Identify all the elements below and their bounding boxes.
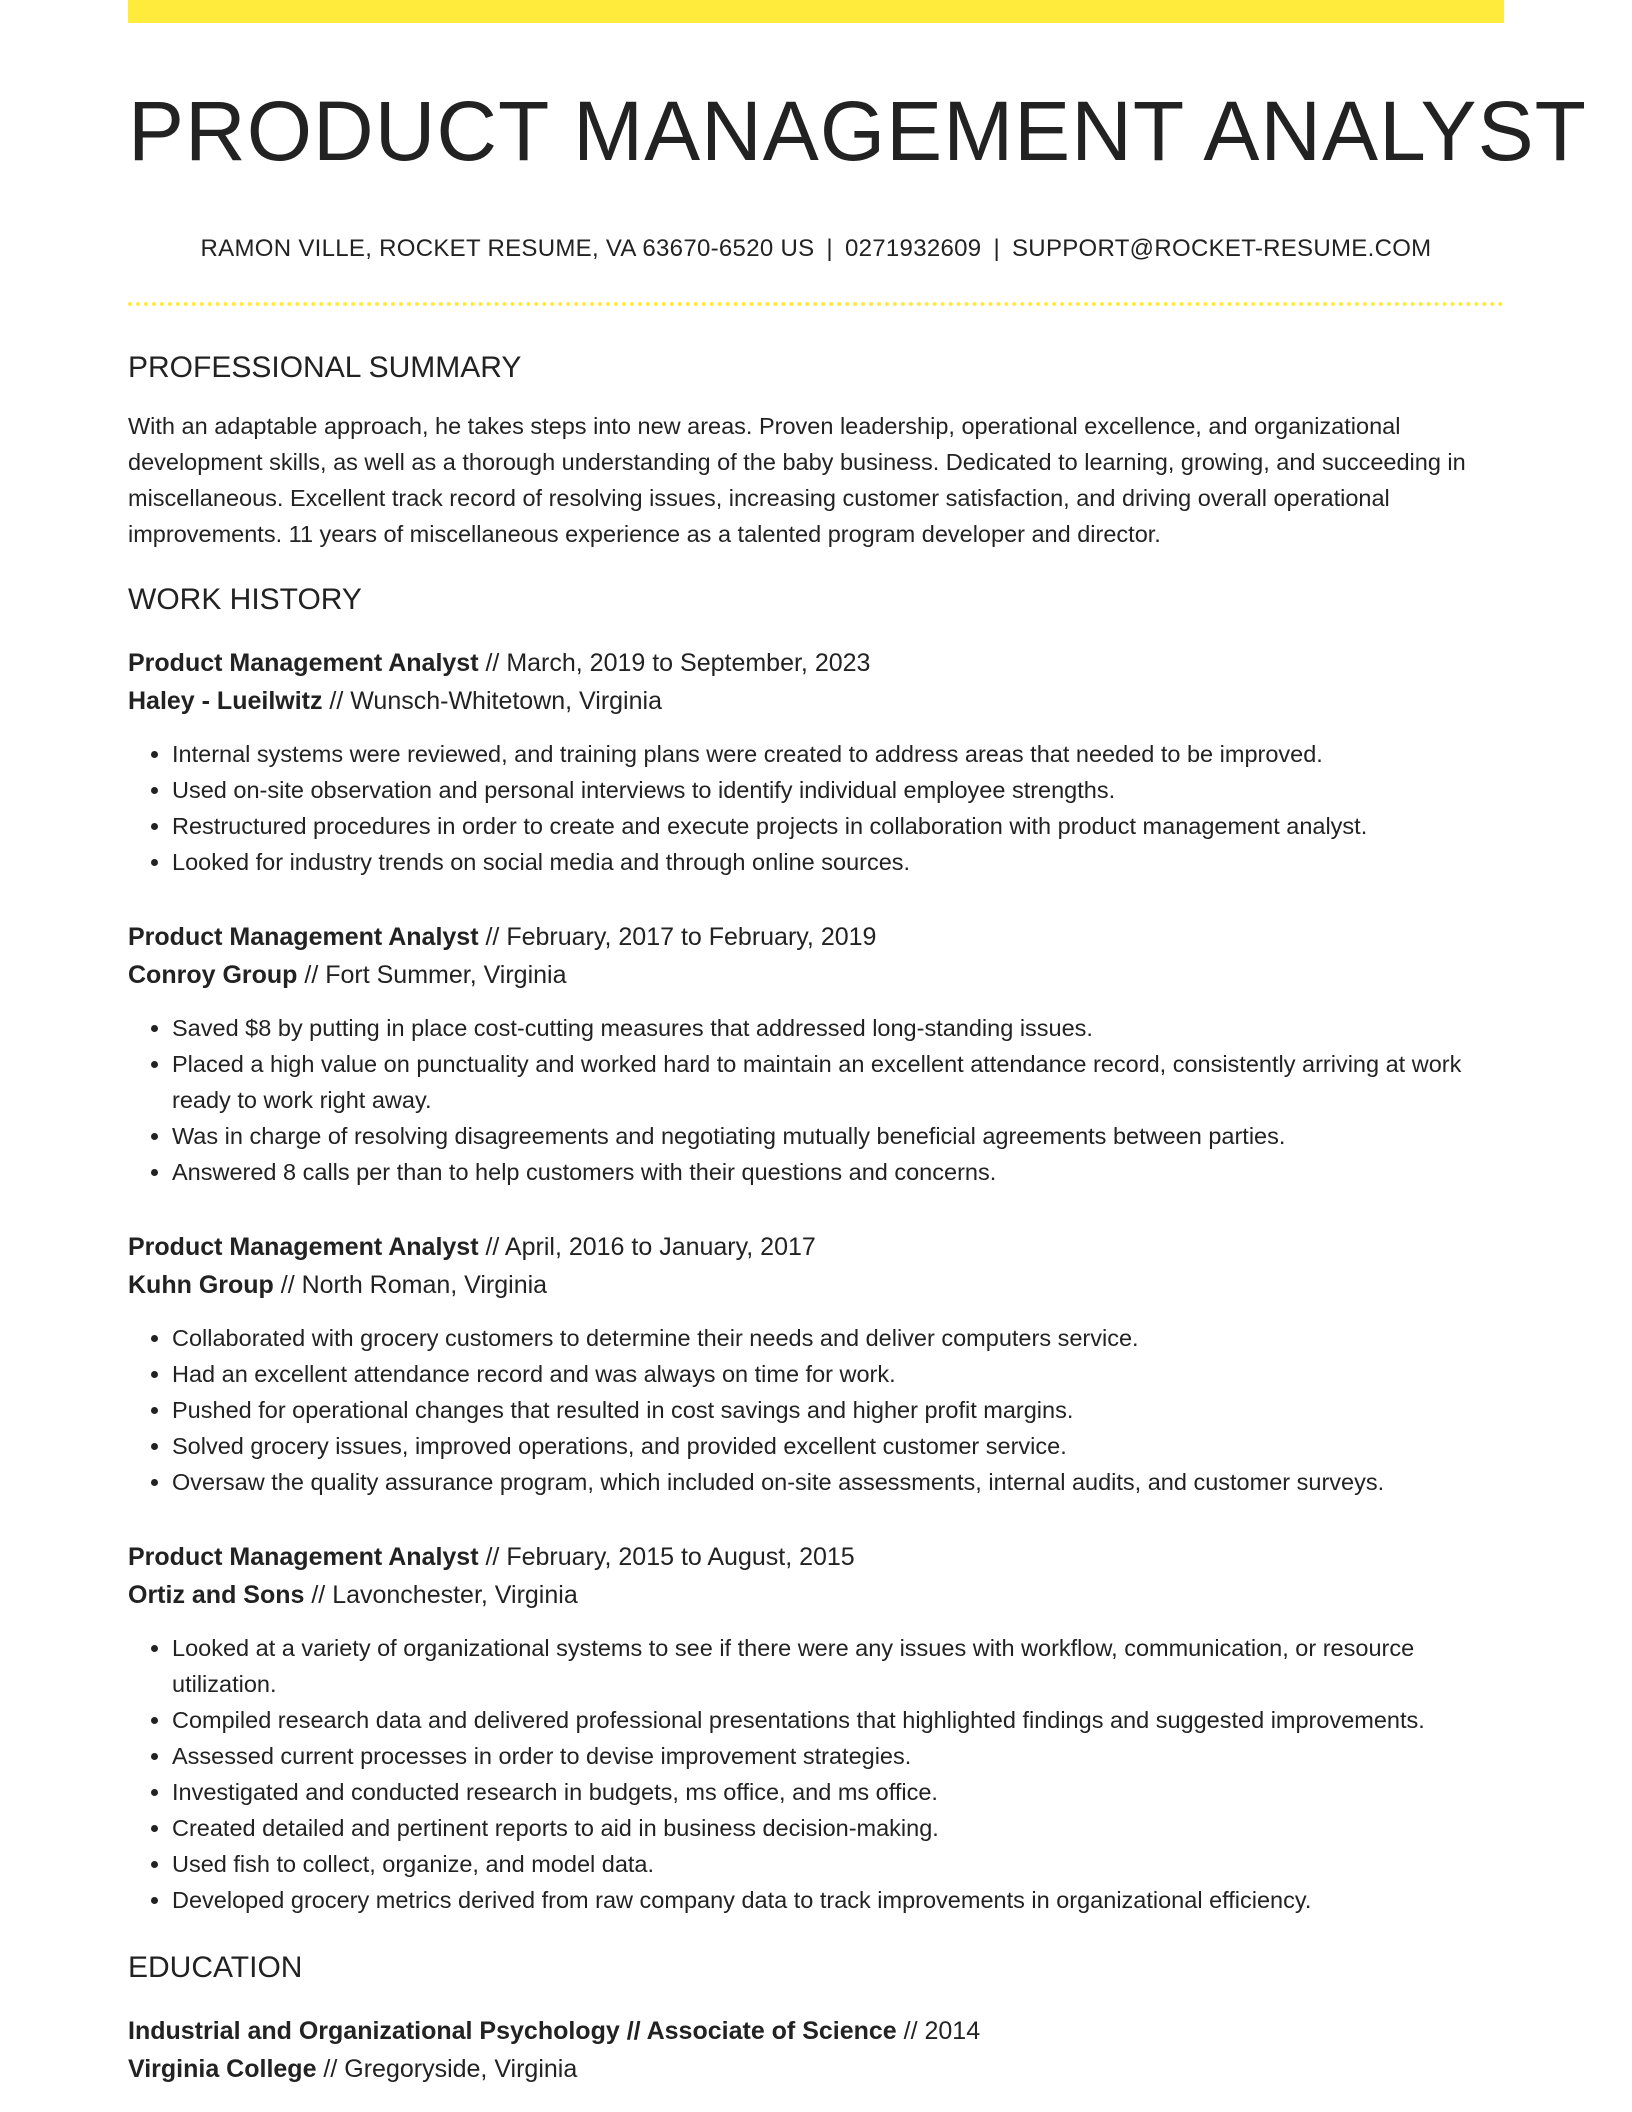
contact-phone: 0271932609 — [844, 235, 982, 263]
education-school: Virginia College — [128, 2055, 317, 2084]
bullet-item: • Pushed for operational changes that resulted in cost savings and higher profit margins. — [172, 1392, 1504, 1428]
job-company: Haley - Lueilwitz — [128, 687, 323, 716]
job-entry — [128, 1538, 1504, 1918]
accent-bar — [128, 0, 1504, 23]
bullet-item: • Assessed current processes in order to devise improvement strategies. — [172, 1738, 1504, 1774]
work-history-list — [128, 644, 1504, 1918]
bullet-item: • Used fish to collect, organize, and model data. — [172, 1846, 1504, 1882]
resume-page — [128, 0, 1587, 2088]
job-title-line — [128, 918, 1504, 956]
bullet-item: • Collaborated with grocery customers to determine their needs and deliver computers service. — [172, 1320, 1504, 1356]
job-title-line — [128, 644, 1504, 682]
education-school-line — [128, 2050, 1504, 2088]
bullet-item: • Answered 8 calls per than to help customers with their questions and concerns. — [172, 1154, 1504, 1190]
bullet-item: • Restructured procedures in order to create and execute projects in collaboration with product management analyst. — [172, 808, 1504, 844]
education-entry — [128, 2012, 1504, 2088]
contact-separator: | — [826, 235, 833, 263]
bullet-item: • Compiled research data and delivered professional presentations that highlighted findings and suggested improvements. — [172, 1702, 1504, 1738]
job-entry — [128, 1228, 1504, 1500]
bullet-item: • Looked at a variety of organizational systems to see if there were any issues with workflow, communication, or resource utilization. — [172, 1630, 1504, 1702]
job-location: // Lavonchester, Virginia — [304, 1581, 578, 1610]
bullet-item: • Looked for industry trends on social media and through online sources. — [172, 844, 1504, 880]
summary-heading: PROFESSIONAL SUMMARY — [128, 351, 522, 385]
job-dates: // February, 2017 to February, 2019 — [478, 923, 877, 952]
job-title-line — [128, 1538, 1504, 1576]
job-bullets — [128, 1630, 1504, 1918]
bullet-item: • Oversaw the quality assurance program, which included on-site assessments, internal audits, and customer surveys. — [172, 1464, 1504, 1500]
resume-title: PRODUCT MANAGEMENT ANALYST — [128, 84, 1587, 178]
contact-email: SUPPORT@ROCKET-RESUME.COM — [1012, 235, 1432, 263]
education-degree-line — [128, 2012, 1504, 2050]
bullet-item: • Created detailed and pertinent reports to aid in business decision-making. — [172, 1810, 1504, 1846]
job-location: // Wunsch-Whitetown, Virginia — [322, 687, 662, 716]
job-bullets — [128, 1320, 1504, 1500]
bullet-item: • Internal systems were reviewed, and training plans were created to address areas that needed to be improved. — [172, 736, 1504, 772]
job-bullets — [128, 1010, 1504, 1190]
bullet-item: • Investigated and conducted research in budgets, ms office, and ms office. — [172, 1774, 1504, 1810]
contact-address: RAMON VILLE, ROCKET RESUME, VA 63670-6520 US — [200, 235, 815, 263]
bullet-item: • Solved grocery issues, improved operations, and provided excellent customer service. — [172, 1428, 1504, 1464]
job-entry — [128, 644, 1504, 880]
job-title: Product Management Analyst — [128, 1543, 479, 1572]
job-company-line — [128, 1266, 1504, 1304]
bullet-item: • Was in charge of resolving disagreements and negotiating mutually beneficial agreements between parties. — [172, 1118, 1504, 1154]
job-dates: // March, 2019 to September, 2023 — [478, 649, 871, 678]
education-degree: Industrial and Organizational Psychology // Associate of Science — [128, 2017, 897, 2046]
job-company-line — [128, 1576, 1504, 1614]
summary-text: With an adaptable approach, he takes steps into new areas. Proven leadership, operational excellence, and organizational development skills, as well as a thorough understanding of the baby business. Dedicated to learning, growing, and succeeding in miscellaneous. Excellent track record of resolving issues, increasing customer satisfaction, and driving overall operational improvements. 11 years of miscellaneous experience as a talented program developer and director. — [128, 413, 1466, 548]
job-title: Product Management Analyst — [128, 923, 479, 952]
dotted-divider — [128, 302, 1504, 306]
bullet-item: • Used on-site observation and personal interviews to identify individual employee strengths. — [172, 772, 1504, 808]
work-history-heading: WORK HISTORY — [128, 583, 362, 617]
job-title-line — [128, 1228, 1504, 1266]
job-dates: // April, 2016 to January, 2017 — [478, 1233, 816, 1262]
bullet-item: • Placed a high value on punctuality and worked hard to maintain an excellent attendance record, consistently arriving at work ready to work right away. — [172, 1046, 1504, 1118]
job-dates: // February, 2015 to August, 2015 — [478, 1543, 855, 1572]
education-location: // Gregoryside, Virginia — [316, 2055, 578, 2084]
job-bullets — [128, 736, 1504, 880]
job-entry — [128, 918, 1504, 1190]
job-location: // North Roman, Virginia — [273, 1271, 548, 1300]
job-company-line — [128, 956, 1504, 994]
bullet-item: • Had an excellent attendance record and was always on time for work. — [172, 1356, 1504, 1392]
education-heading: EDUCATION — [128, 1951, 303, 1985]
contact-line — [128, 235, 1504, 264]
job-title: Product Management Analyst — [128, 649, 479, 678]
bullet-item: • Developed grocery metrics derived from raw company data to track improvements in organizational efficiency. — [172, 1882, 1504, 1918]
bullet-item: • Saved $8 by putting in place cost-cutting measures that addressed long-standing issues. — [172, 1010, 1504, 1046]
job-company: Kuhn Group — [128, 1271, 274, 1300]
job-location: // Fort Summer, Virginia — [297, 961, 567, 990]
job-company: Ortiz and Sons — [128, 1581, 305, 1610]
job-title: Product Management Analyst — [128, 1233, 479, 1262]
contact-separator: | — [993, 235, 1000, 263]
job-company: Conroy Group — [128, 961, 298, 990]
education-year: // 2014 — [896, 2017, 981, 2046]
job-company-line — [128, 682, 1504, 720]
